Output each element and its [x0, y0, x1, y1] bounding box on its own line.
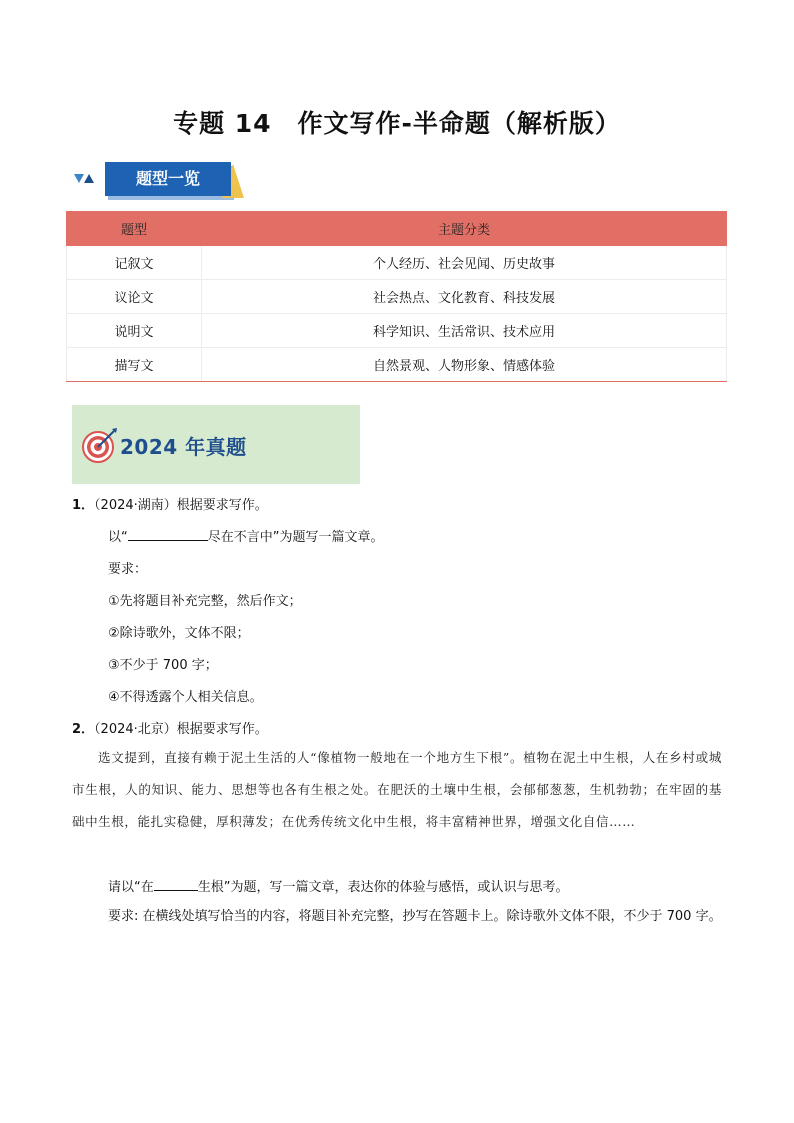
section-label: 2024 年真题 — [120, 435, 247, 459]
prompt-text: 生根”为题，写一篇文章，表达你的体验与感悟，或认识与思考。 — [197, 880, 569, 895]
question-1-prompt — [108, 526, 384, 545]
question-number: 1． — [72, 498, 95, 513]
table-cell: 自然景观、人物形象、情感体验 — [202, 348, 727, 382]
question-2-passage: 选文提到，直接有赖于泥土生活的人“像植物一般地在一个地方生下根”。植物在泥土中生根，人在乡村或城市生根，人的知识、能力、思想等也各有生根之处。在肥沃的土壤中生根，会郁郁葱葱，生机勃勃；在牢固的基础中生根，能扎实稳健，厚积薄发；在优秀传统文化中生根，将丰富精神世界，增强文化自信…… — [72, 750, 722, 829]
column-header: 主题分类 — [202, 212, 727, 246]
table-cell: 科学知识、生活常识、技术应用 — [202, 314, 727, 348]
requirements-label: 要求： — [108, 562, 148, 577]
requirement-item: ④不得透露个人相关信息。 — [108, 690, 263, 705]
section-header — [72, 405, 360, 484]
requirement-item: ③不少于 700 字； — [108, 658, 218, 673]
table-cell: 说明文 — [67, 314, 202, 348]
fill-blank — [128, 528, 208, 541]
badge-label: 题型一览 — [105, 162, 231, 196]
prompt-text: 以“ — [108, 530, 128, 545]
table-header-row — [67, 212, 727, 246]
question-source: （2024·湖南）根据要求写作。 — [94, 498, 268, 513]
table-row — [67, 280, 727, 314]
section-badge — [72, 158, 252, 202]
overview-table — [66, 211, 727, 382]
table-cell: 个人经历、社会见闻、历史故事 — [202, 246, 727, 280]
page-title: 专题 14 作文写作-半命题（解析版） — [173, 109, 621, 138]
table-row — [67, 348, 727, 382]
table-row — [67, 314, 727, 348]
question-source: （2024·北京）根据要求写作。 — [94, 722, 268, 737]
triangle-icon — [74, 174, 84, 183]
table-cell: 议论文 — [67, 280, 202, 314]
requirement-item: ②除诗歌外，文体不限； — [108, 626, 250, 641]
table-row — [67, 246, 727, 280]
fill-blank — [154, 878, 198, 891]
target-icon — [82, 427, 118, 463]
question-number: 2． — [72, 722, 95, 737]
question-1-heading — [72, 494, 268, 513]
triangle-icon — [84, 174, 94, 183]
requirement-item: ①先将题目补充完整，然后作文； — [108, 594, 302, 609]
question-2-prompt — [108, 876, 569, 895]
table-cell: 描写文 — [67, 348, 202, 382]
prompt-text: 尽在不言中”为题写一篇文章。 — [207, 530, 384, 545]
question-2-heading — [72, 718, 268, 737]
table-cell: 社会热点、文化教育、科技发展 — [202, 280, 727, 314]
column-header: 题型 — [67, 212, 202, 246]
prompt-text: 请以“在 — [108, 880, 154, 895]
question-2-requirement: 要求: 在横线处填写恰当的内容，将题目补充完整，抄写在答题卡上。除诗歌外文体不限，不少于 700 字。 — [108, 909, 722, 924]
table-cell: 记叙文 — [67, 246, 202, 280]
